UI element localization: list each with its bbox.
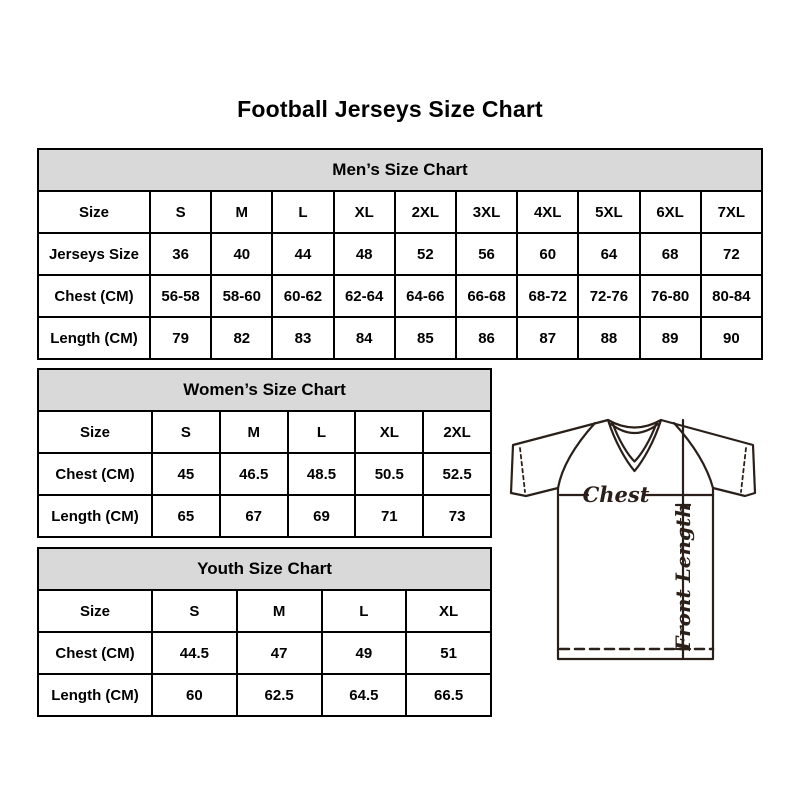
value-cell: 52.5	[423, 453, 491, 495]
row-label-cell: Chest (CM)	[38, 453, 152, 495]
page-title: Football Jerseys Size Chart	[237, 96, 543, 122]
value-cell: 72	[701, 233, 762, 275]
table-row	[38, 590, 491, 632]
row-label-cell: Length (CM)	[38, 317, 150, 359]
value-cell: M	[237, 590, 322, 632]
row-label-cell: Length (CM)	[38, 495, 152, 537]
table-title-row	[38, 369, 491, 411]
table-row	[38, 632, 491, 674]
row-label-cell: Length (CM)	[38, 674, 152, 716]
value-cell: 60	[517, 233, 578, 275]
value-cell: 82	[211, 317, 272, 359]
value-cell: 64-66	[395, 275, 456, 317]
value-cell: 64.5	[322, 674, 407, 716]
value-cell: 40	[211, 233, 272, 275]
mens-table-title: Men’s Size Chart	[38, 149, 762, 191]
mens-size-table-container	[37, 148, 763, 360]
value-cell: 84	[334, 317, 395, 359]
value-cell: 36	[150, 233, 211, 275]
value-cell: 86	[456, 317, 517, 359]
value-cell: 76-80	[640, 275, 701, 317]
table-row	[38, 233, 762, 275]
value-cell: 60-62	[272, 275, 333, 317]
value-cell: 88	[578, 317, 639, 359]
youth-table-title: Youth Size Chart	[38, 548, 491, 590]
chest-label: Chest	[582, 482, 650, 507]
value-cell: 87	[517, 317, 578, 359]
jersey-measurement-diagram	[506, 414, 764, 668]
value-cell: 48.5	[288, 453, 356, 495]
row-label-cell: Jerseys Size	[38, 233, 150, 275]
womens-table-title: Women’s Size Chart	[38, 369, 491, 411]
value-cell: 44.5	[152, 632, 237, 674]
row-label-cell: Size	[38, 411, 152, 453]
youth-size-table-container	[37, 547, 492, 717]
table-row	[38, 495, 491, 537]
value-cell: 62-64	[334, 275, 395, 317]
value-cell: 72-76	[578, 275, 639, 317]
value-cell: 62.5	[237, 674, 322, 716]
value-cell: XL	[334, 191, 395, 233]
table-row	[38, 275, 762, 317]
value-cell: 2XL	[423, 411, 491, 453]
value-cell: S	[152, 411, 220, 453]
value-cell: 58-60	[211, 275, 272, 317]
value-cell: 52	[395, 233, 456, 275]
value-cell: 45	[152, 453, 220, 495]
value-cell: 73	[423, 495, 491, 537]
value-cell: 80-84	[701, 275, 762, 317]
womens-size-table-container	[37, 368, 492, 538]
value-cell: 49	[322, 632, 407, 674]
value-cell: 44	[272, 233, 333, 275]
value-cell: 7XL	[701, 191, 762, 233]
value-cell: 50.5	[355, 453, 423, 495]
value-cell: M	[211, 191, 272, 233]
value-cell: 67	[220, 495, 288, 537]
value-cell: 69	[288, 495, 356, 537]
value-cell: 68	[640, 233, 701, 275]
value-cell: 46.5	[220, 453, 288, 495]
value-cell: 5XL	[578, 191, 639, 233]
value-cell: 51	[406, 632, 491, 674]
value-cell: 66.5	[406, 674, 491, 716]
value-cell: 90	[701, 317, 762, 359]
value-cell: 85	[395, 317, 456, 359]
value-cell: 89	[640, 317, 701, 359]
value-cell: 4XL	[517, 191, 578, 233]
value-cell: XL	[406, 590, 491, 632]
row-label-cell: Size	[38, 191, 150, 233]
row-label-cell: Size	[38, 590, 152, 632]
row-label-cell: Chest (CM)	[38, 632, 152, 674]
value-cell: L	[272, 191, 333, 233]
value-cell: 3XL	[456, 191, 517, 233]
womens-size-table	[37, 368, 492, 538]
value-cell: 6XL	[640, 191, 701, 233]
value-cell: 65	[152, 495, 220, 537]
value-cell: 83	[272, 317, 333, 359]
mens-size-table	[37, 148, 763, 360]
value-cell: S	[152, 590, 237, 632]
value-cell: S	[150, 191, 211, 233]
table-row	[38, 317, 762, 359]
value-cell: 64	[578, 233, 639, 275]
jersey-outline	[511, 420, 755, 659]
value-cell: 68-72	[517, 275, 578, 317]
youth-size-table	[37, 547, 492, 717]
table-row	[38, 674, 491, 716]
front-length-label: Front Length	[671, 503, 695, 651]
table-row	[38, 411, 491, 453]
value-cell: 56	[456, 233, 517, 275]
table-row	[38, 191, 762, 233]
value-cell: M	[220, 411, 288, 453]
value-cell: L	[322, 590, 407, 632]
value-cell: 56-58	[150, 275, 211, 317]
row-label-cell: Chest (CM)	[38, 275, 150, 317]
table-title-row	[38, 149, 762, 191]
value-cell: 71	[355, 495, 423, 537]
value-cell: 48	[334, 233, 395, 275]
value-cell: 47	[237, 632, 322, 674]
table-title-row	[38, 548, 491, 590]
value-cell: 60	[152, 674, 237, 716]
value-cell: 79	[150, 317, 211, 359]
table-row	[38, 453, 491, 495]
value-cell: 66-68	[456, 275, 517, 317]
value-cell: L	[288, 411, 356, 453]
value-cell: XL	[355, 411, 423, 453]
value-cell: 2XL	[395, 191, 456, 233]
